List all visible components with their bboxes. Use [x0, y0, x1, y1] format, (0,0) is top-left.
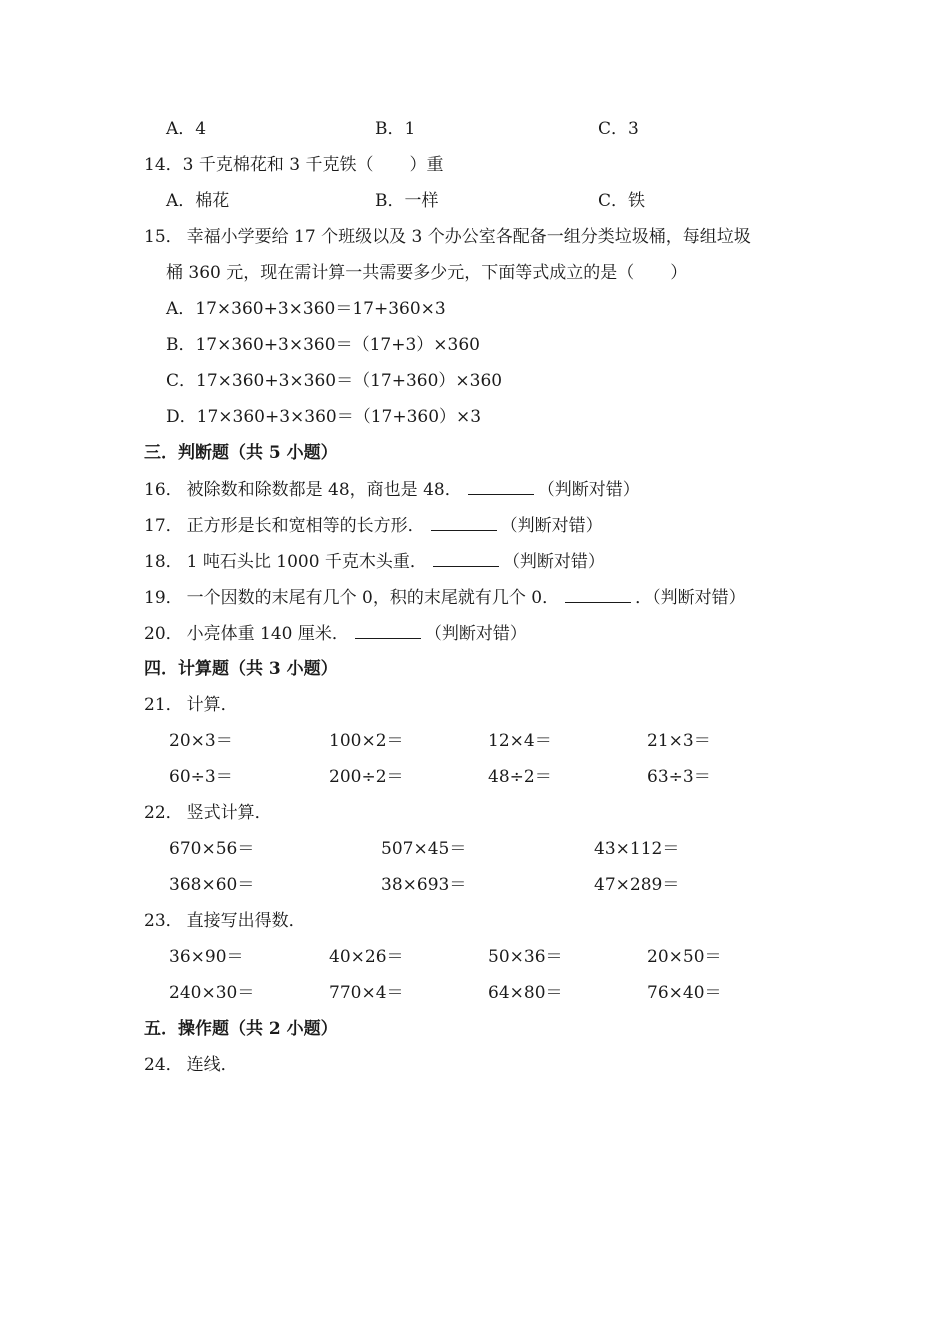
calc-item: 240×30＝ — [169, 983, 255, 1003]
q15-line2-text: 桶 360 元，现在需计算一共需要多少元，下面等式成立的是（ — [166, 263, 635, 283]
calc-item: 47×289＝ — [594, 875, 680, 895]
question-number: 14． — [144, 155, 183, 175]
q15-stem-line2 — [166, 262, 687, 284]
calc-item: 100×2＝ — [329, 731, 404, 751]
q24-title: 连线． — [186, 1055, 238, 1075]
q21-title: 计算． — [186, 695, 238, 715]
question-number: 22． — [144, 803, 183, 823]
judge-text: 一个因数的末尾有几个 0，积的末尾就有几个 0． — [186, 588, 560, 608]
q13-option-c: C．3 — [598, 119, 639, 139]
answer-blank[interactable] — [468, 478, 534, 495]
calc-item: 36×90＝ — [169, 947, 244, 967]
q15-option-d: D．17×360+3×360＝（17+360）×3 — [166, 407, 482, 427]
q14-text-before: 3 千克棉花和 3 千克铁（ — [182, 155, 374, 175]
judge-suffix: （判断对错） — [502, 552, 605, 572]
calc-item: 12×4＝ — [488, 731, 552, 751]
q23-stem — [144, 910, 306, 932]
question-number: 23． — [144, 911, 183, 931]
judge-question — [144, 550, 605, 572]
calc-item: 76×40＝ — [647, 983, 722, 1003]
q13-option-a: A．4 — [166, 119, 207, 139]
section-title-judge: 三．判断题（共 5 小题） — [144, 443, 338, 463]
q15-line2-end: ） — [670, 263, 688, 283]
question-number: 21． — [144, 695, 183, 715]
calc-item: 20×3＝ — [169, 731, 233, 751]
section-title-operation: 五．操作题（共 2 小题） — [144, 1019, 338, 1039]
calc-item: 40×26＝ — [329, 947, 404, 967]
q23-title: 直接写出得数． — [186, 911, 306, 931]
judge-text: 1 吨石头比 1000 千克木头重． — [186, 552, 427, 572]
q15-line1-text: 幸福小学要给 17 个班级以及 3 个办公室各配备一组分类垃圾桶，每组垃圾 — [186, 227, 751, 247]
calc-item: 368×60＝ — [169, 875, 255, 895]
calc-item: 48÷2＝ — [488, 767, 552, 787]
section-title-calc: 四．计算题（共 3 小题） — [144, 659, 338, 679]
question-number: 19． — [144, 588, 183, 608]
judge-question — [144, 622, 527, 644]
question-number: 15． — [144, 227, 183, 247]
q15-option-a: A．17×360+3×360＝17+360×3 — [166, 299, 446, 319]
calc-item: 770×4＝ — [329, 983, 404, 1003]
judge-suffix: （判断对错） — [537, 480, 640, 500]
judge-question — [144, 478, 640, 500]
q22-title: 竖式计算． — [186, 803, 272, 823]
calc-item: 63÷3＝ — [647, 767, 711, 787]
judge-suffix: ．（判断对错） — [635, 588, 746, 608]
calc-item: 64×80＝ — [488, 983, 563, 1003]
question-number: 16． — [144, 480, 183, 500]
judge-suffix: （判断对错） — [424, 624, 527, 644]
q14-option-a: A．棉花 — [166, 191, 230, 211]
q14-option-c: C．铁 — [598, 191, 646, 211]
judge-question — [144, 586, 746, 608]
q21-stem — [144, 694, 238, 716]
q15-stem-line1 — [144, 226, 751, 248]
q22-stem — [144, 802, 272, 824]
q14-text-after: ）重 — [409, 155, 444, 175]
question-number: 17． — [144, 516, 183, 536]
calc-item: 20×50＝ — [647, 947, 722, 967]
q24-stem — [144, 1054, 238, 1076]
answer-blank[interactable] — [565, 586, 631, 603]
question-number: 24． — [144, 1055, 183, 1075]
calc-item: 50×36＝ — [488, 947, 563, 967]
answer-blank[interactable] — [355, 622, 421, 639]
calc-item: 507×45＝ — [381, 839, 467, 859]
question-number: 20． — [144, 624, 183, 644]
calc-item: 60÷3＝ — [169, 767, 233, 787]
q15-option-c: C．17×360+3×360＝（17+360）×360 — [166, 371, 503, 391]
calc-item: 200÷2＝ — [329, 767, 404, 787]
answer-blank[interactable] — [431, 514, 497, 531]
judge-text: 被除数和除数都是 48，商也是 48． — [186, 480, 462, 500]
q15-option-b: B．17×360+3×360＝（17+3）×360 — [166, 335, 480, 355]
q13-option-b: B．1 — [375, 119, 416, 139]
calc-item: 21×3＝ — [647, 731, 711, 751]
judge-text: 小亮体重 140 厘米． — [186, 624, 349, 644]
judge-suffix: （判断对错） — [500, 516, 603, 536]
question-number: 18． — [144, 552, 183, 572]
answer-blank[interactable] — [433, 550, 499, 567]
calc-item: 38×693＝ — [381, 875, 467, 895]
calc-item: 670×56＝ — [169, 839, 255, 859]
judge-text: 正方形是长和宽相等的长方形． — [186, 516, 425, 536]
q14-stem — [144, 154, 443, 176]
q14-option-b: B．一样 — [375, 191, 439, 211]
judge-question — [144, 514, 603, 536]
calc-item: 43×112＝ — [594, 839, 680, 859]
